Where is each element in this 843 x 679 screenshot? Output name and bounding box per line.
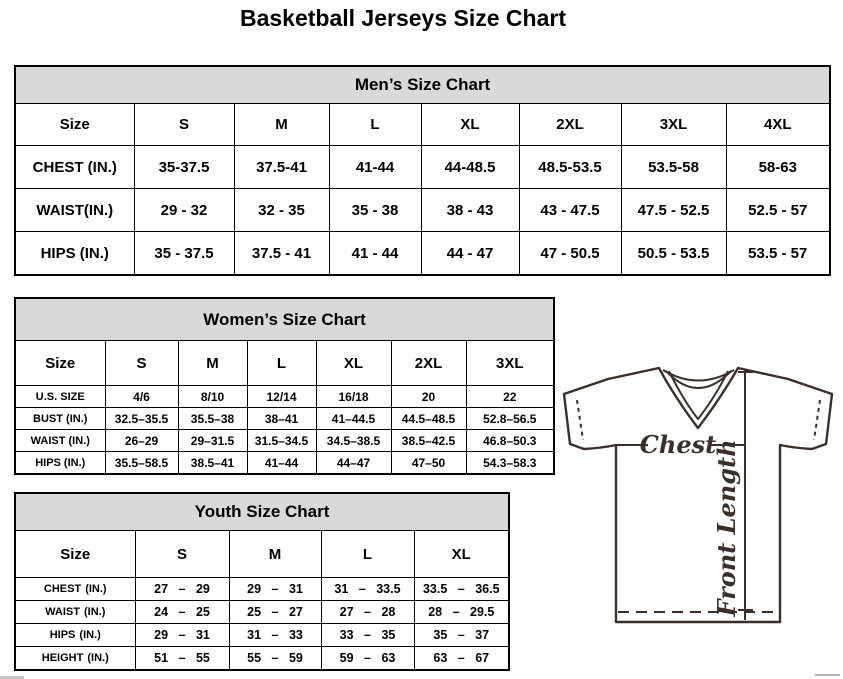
column-header: S xyxy=(135,531,229,578)
column-header: 2XL xyxy=(391,341,466,386)
cell-value: 28 – 29.5 xyxy=(414,601,509,624)
cell-value: 55 – 59 xyxy=(229,647,321,671)
cell-value: 54.3–58.3 xyxy=(466,452,554,475)
row-label: HIPS (IN.) xyxy=(15,452,105,475)
right-cuff-dashed-seam xyxy=(814,400,820,440)
row-label: CHEST (IN.) xyxy=(15,146,134,189)
cell-value: 27 – 28 xyxy=(321,601,414,624)
row-label: BUST (IN.) xyxy=(15,408,105,430)
cell-value: 41–44 xyxy=(247,452,316,475)
cell-value: 44.5–48.5 xyxy=(391,408,466,430)
row-label: HIPS (IN.) xyxy=(15,232,134,276)
row-label: WAIST(IN.) xyxy=(15,189,134,232)
column-header: 2XL xyxy=(519,104,621,146)
table-row xyxy=(15,232,830,276)
cell-value: 35.5–38 xyxy=(178,408,247,430)
cell-value: 44–47 xyxy=(316,452,391,475)
mens-size-table xyxy=(14,65,831,276)
table-row xyxy=(15,452,554,475)
row-label: WAIST (IN.) xyxy=(15,601,135,624)
cell-value: 16/18 xyxy=(316,386,391,408)
cell-value: 35 - 37.5 xyxy=(134,232,234,276)
row-label: HIPS (IN.) xyxy=(15,624,135,647)
cell-value: 29–31.5 xyxy=(178,430,247,452)
row-label: HEIGHT (IN.) xyxy=(15,647,135,671)
cell-value: 43 - 47.5 xyxy=(519,189,621,232)
cell-value: 41 - 44 xyxy=(329,232,421,276)
table-title: Men’s Size Chart xyxy=(15,66,830,104)
cell-value: 52.8–56.5 xyxy=(466,408,554,430)
cell-value: 4/6 xyxy=(105,386,178,408)
column-header: L xyxy=(329,104,421,146)
column-header: 3XL xyxy=(621,104,726,146)
cell-value: 59 – 63 xyxy=(321,647,414,671)
scrollbar-fragment-right[interactable] xyxy=(815,674,840,676)
column-header: Size xyxy=(15,341,105,386)
row-label: WAIST (IN.) xyxy=(15,430,105,452)
cell-value: 32.5–35.5 xyxy=(105,408,178,430)
cell-value: 32 - 35 xyxy=(234,189,329,232)
cell-value: 63 – 67 xyxy=(414,647,509,671)
table-row xyxy=(15,189,830,232)
column-header: L xyxy=(321,531,414,578)
front-length-label: Front Length xyxy=(712,439,741,617)
cell-value: 31.5–34.5 xyxy=(247,430,316,452)
column-header: S xyxy=(134,104,234,146)
cell-value: 35 - 38 xyxy=(329,189,421,232)
table-row xyxy=(15,146,830,189)
cell-value: 38.5–42.5 xyxy=(391,430,466,452)
cell-value: 53.5 - 57 xyxy=(726,232,830,276)
jersey-measurement-diagram xyxy=(556,360,841,625)
row-label: U.S. SIZE xyxy=(15,386,105,408)
chest-label: Chest xyxy=(639,430,717,459)
cell-value: 31 – 33 xyxy=(229,624,321,647)
column-header: M xyxy=(234,104,329,146)
cell-value: 27 – 29 xyxy=(135,578,229,601)
cell-value: 29 – 31 xyxy=(229,578,321,601)
column-header: XL xyxy=(421,104,519,146)
womens-size-table xyxy=(14,297,555,475)
cell-value: 25 – 27 xyxy=(229,601,321,624)
cell-value: 52.5 - 57 xyxy=(726,189,830,232)
table-row xyxy=(15,578,509,601)
cell-value: 29 – 31 xyxy=(135,624,229,647)
cell-value: 47.5 - 52.5 xyxy=(621,189,726,232)
cell-value: 8/10 xyxy=(178,386,247,408)
cell-value: 26–29 xyxy=(105,430,178,452)
cell-value: 33 – 35 xyxy=(321,624,414,647)
cell-value: 29 - 32 xyxy=(134,189,234,232)
column-header: Size xyxy=(15,531,135,578)
table-row xyxy=(15,386,554,408)
cell-value: 31 – 33.5 xyxy=(321,578,414,601)
cell-value: 24 – 25 xyxy=(135,601,229,624)
collar-vneck-inner xyxy=(669,371,728,419)
row-label: CHEST (IN.) xyxy=(15,578,135,601)
table-title: Youth Size Chart xyxy=(15,493,509,531)
cell-value: 47–50 xyxy=(391,452,466,475)
table-row xyxy=(15,624,509,647)
column-header: 4XL xyxy=(726,104,830,146)
column-header: S xyxy=(105,341,178,386)
table-row xyxy=(15,408,554,430)
column-header: L xyxy=(247,341,316,386)
left-cuff-dashed-seam xyxy=(577,400,583,440)
cell-value: 34.5–38.5 xyxy=(316,430,391,452)
cell-value: 46.8–50.3 xyxy=(466,430,554,452)
table-row xyxy=(15,647,509,671)
cell-value: 35-37.5 xyxy=(134,146,234,189)
column-header: 3XL xyxy=(466,341,554,386)
column-header: XL xyxy=(414,531,509,578)
column-header: Size xyxy=(15,104,134,146)
page-title: Basketball Jerseys Size Chart xyxy=(239,5,566,31)
cell-value: 38.5–41 xyxy=(178,452,247,475)
cell-value: 12/14 xyxy=(247,386,316,408)
column-header: M xyxy=(178,341,247,386)
column-header: M xyxy=(229,531,321,578)
cell-value: 35.5–58.5 xyxy=(105,452,178,475)
cell-value: 58-63 xyxy=(726,146,830,189)
cell-value: 33.5 – 36.5 xyxy=(414,578,509,601)
cell-value: 41–44.5 xyxy=(316,408,391,430)
cell-value: 20 xyxy=(391,386,466,408)
column-header: XL xyxy=(316,341,391,386)
cell-value: 48.5-53.5 xyxy=(519,146,621,189)
youth-size-table xyxy=(14,492,510,671)
cell-value: 51 – 55 xyxy=(135,647,229,671)
cell-value: 37.5-41 xyxy=(234,146,329,189)
cell-value: 53.5-58 xyxy=(621,146,726,189)
cell-value: 47 - 50.5 xyxy=(519,232,621,276)
cell-value: 50.5 - 53.5 xyxy=(621,232,726,276)
cell-value: 38–41 xyxy=(247,408,316,430)
cell-value: 44-48.5 xyxy=(421,146,519,189)
cell-value: 35 – 37 xyxy=(414,624,509,647)
cell-value: 38 - 43 xyxy=(421,189,519,232)
table-title: Women’s Size Chart xyxy=(15,298,554,341)
cell-value: 37.5 - 41 xyxy=(234,232,329,276)
table-row xyxy=(15,601,509,624)
cell-value: 41-44 xyxy=(329,146,421,189)
cell-value: 22 xyxy=(466,386,554,408)
cell-value: 44 - 47 xyxy=(421,232,519,276)
jersey-outline xyxy=(564,368,832,622)
table-row xyxy=(15,430,554,452)
